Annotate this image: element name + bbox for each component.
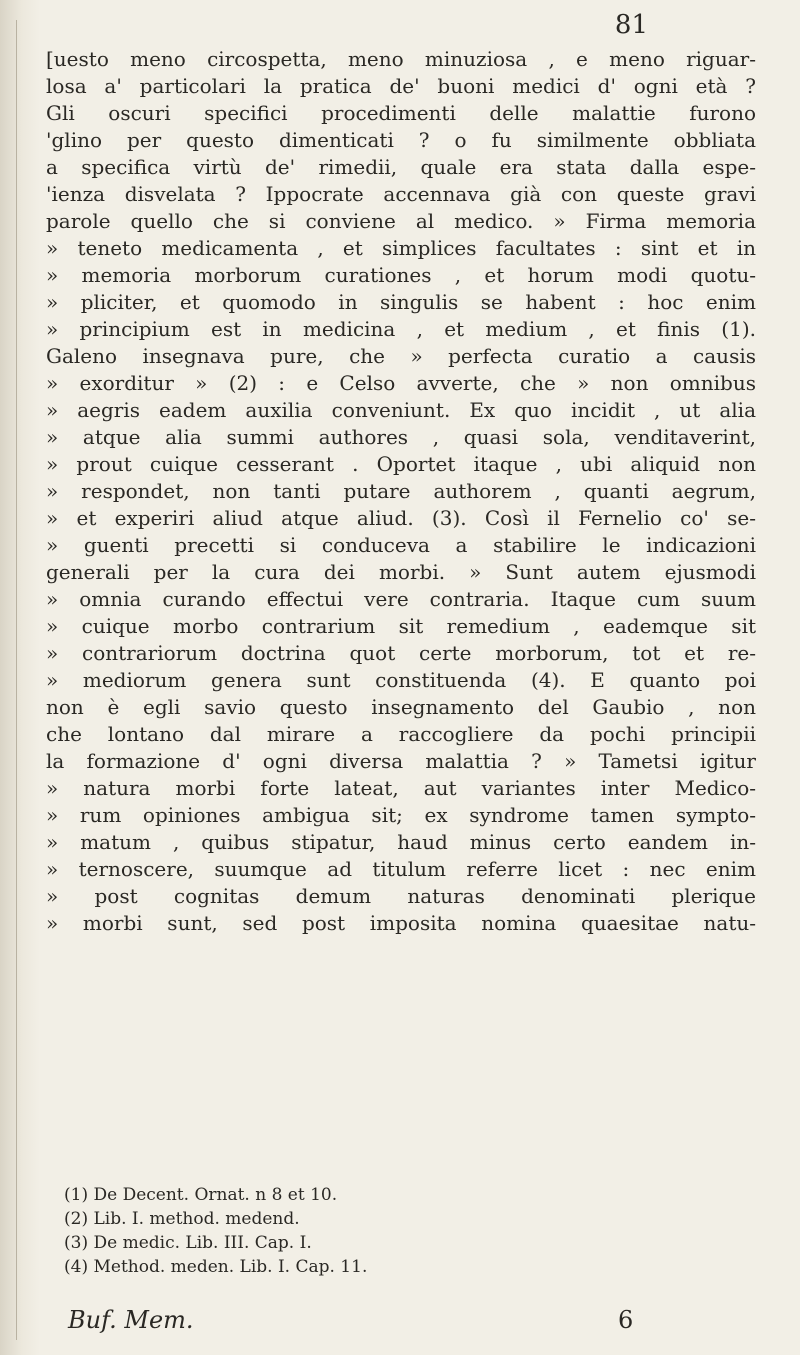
text-line: che lontano dal mirare a raccogliere da pochi principii <box>46 722 756 746</box>
text-line: la formazione d' ogni diversa malattia ? » Tametsi igitur <box>46 749 756 773</box>
text-line: » guenti precetti si conduceva a stabilire le indicazioni <box>46 533 756 557</box>
footnote: (3) De medic. Lib. III. Cap. I. <box>64 1233 312 1253</box>
text-line: » teneto medicamenta , et simplices facultates : sint et in <box>46 236 756 260</box>
text-line: generali per la cura dei morbi. » Sunt autem ejusmodi <box>46 560 756 584</box>
text-line: » memoria morborum curationes , et horum modi quotu- <box>46 263 756 287</box>
body-text <box>46 46 756 937</box>
text-line: » respondet, non tanti putare authorem , quanti aegrum, <box>46 479 756 503</box>
text-line: parole quello che si conviene al medico. » Firma memoria <box>46 209 756 233</box>
text-line: » ternoscere, suumque ad titulum referre licet : nec enim <box>46 857 756 881</box>
text-line: » mediorum genera sunt constituenda (4). E quanto poi <box>46 668 756 692</box>
binding-gutter <box>0 0 40 1355</box>
gutter-edge-line <box>16 20 17 1340</box>
text-line: Gli oscuri specifici procedimenti delle malattie furono <box>46 101 756 125</box>
text-line: » cuique morbo contrarium sit remedium , eademque sit <box>46 614 756 638</box>
text-line: » prout cuique cesserant . Oportet itaque , ubi aliquid non <box>46 452 756 476</box>
text-line: » exorditur » (2) : e Celso avverte, che » non omnibus <box>46 371 756 395</box>
footnote: (1) De Decent. Ornat. n 8 et 10. <box>64 1185 338 1205</box>
text-line: Galeno insegnava pure, che » perfecta curatio a causis <box>46 344 756 368</box>
text-line: » contrariorum doctrina quot certe morborum, tot et re- <box>46 641 756 665</box>
text-line: » morbi sunt, sed post imposita nomina quaesitae natu- <box>46 911 756 935</box>
text-line: » omnia curando effectui vere contraria. Itaque cum suum <box>46 587 756 611</box>
text-line: » atque alia summi authores , quasi sola, venditaverint, <box>46 425 756 449</box>
footnote: (2) Lib. I. method. medend. <box>64 1209 300 1229</box>
text-line: » rum opiniones ambigua sit; ex syndrome tamen sympto- <box>46 803 756 827</box>
text-line: » post cognitas demum naturas denominati plerique <box>46 884 756 908</box>
text-line: non è egli savio questo insegnamento del Gaubio , non <box>46 695 756 719</box>
text-line: » principium est in medicina , et medium , et finis (1). <box>46 317 756 341</box>
footnote: (4) Method. meden. Lib. I. Cap. 11. <box>64 1257 368 1277</box>
footnotes <box>64 1183 564 1279</box>
text-line: » et experiri aliud atque aliud. (3). Così il Fernelio co' se- <box>46 506 756 530</box>
text-line: losa a' particolari la pratica de' buoni medici d' ogni età ? <box>46 74 756 98</box>
text-line: [uesto meno circospetta, meno minuziosa , e meno riguar- <box>46 47 756 71</box>
text-line: » aegris eadem auxilia conveniunt. Ex quo incidit , ut alia <box>46 398 756 422</box>
text-line: 'glino per questo dimenticati ? o fu similmente obbliata <box>46 128 756 152</box>
text-line: » pliciter, et quomodo in singulis se habent : hoc enim <box>46 290 756 314</box>
text-line: 'ienza disvelata ? Ippocrate accennava già con queste gravi <box>46 182 756 206</box>
printer-signature: Buf. Mem. <box>68 1306 194 1334</box>
page-number: 81 <box>614 10 648 40</box>
text-line: » matum , quibus stipatur, haud minus certo eandem in- <box>46 830 756 854</box>
text-line: » natura morbi forte lateat, aut variantes inter Medico- <box>46 776 756 800</box>
text-line: a specifica virtù de' rimedii, quale era stata dalla espe- <box>46 155 756 179</box>
sheet-number: 6 <box>618 1306 634 1334</box>
